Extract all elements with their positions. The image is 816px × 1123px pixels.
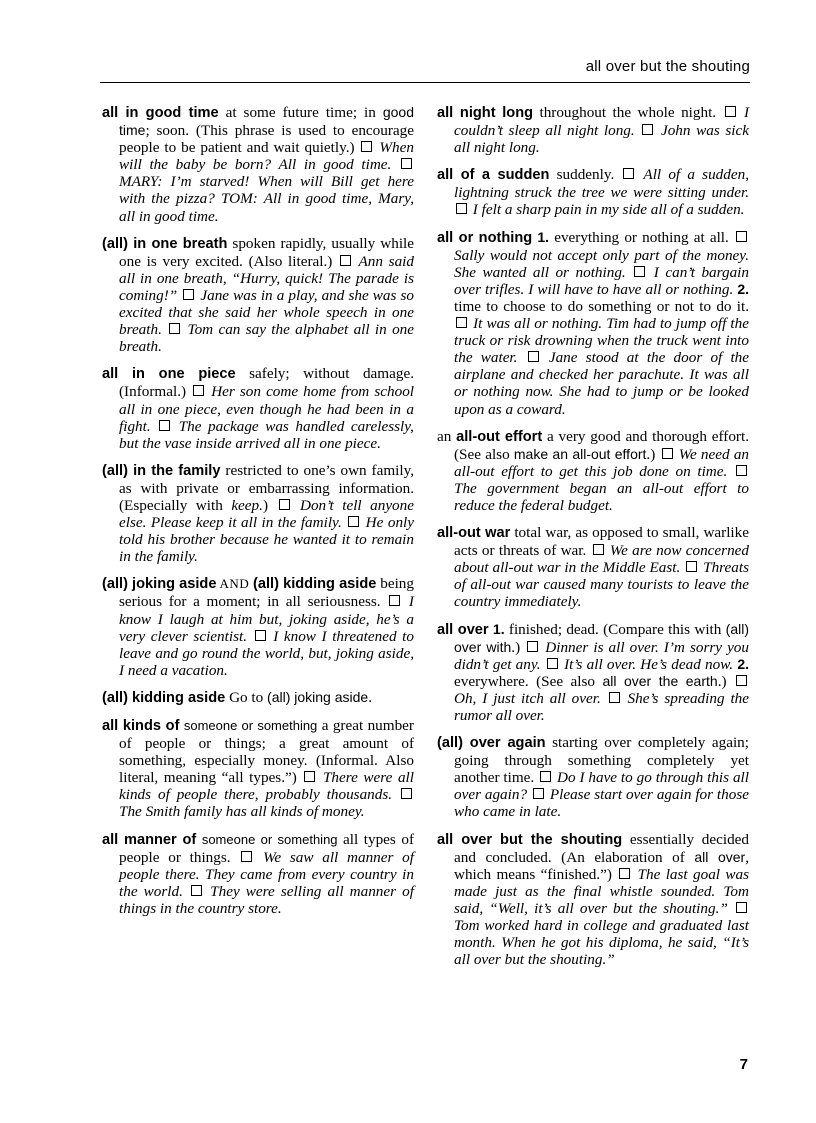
dictionary-entry	[437, 734, 749, 820]
example-box-icon	[241, 851, 252, 862]
example-text: All of a sudden, lightning struck the tree we were sitting under.	[454, 166, 749, 202]
entry-headword: all manner of	[102, 831, 197, 848]
cross-reference: 1.	[537, 228, 550, 245]
example-box-icon	[255, 630, 266, 641]
entry-headword: all of a sudden	[437, 167, 550, 184]
example-text: Her son come home from school all in one piece, even though he had been in a fight.	[119, 383, 415, 435]
example-box-icon	[191, 885, 202, 896]
definition-text: all types of people or things.	[119, 830, 415, 866]
definition-text: everywhere. (See also	[454, 672, 603, 690]
entry-headword: all in good time	[102, 105, 219, 121]
example-box-icon	[348, 516, 359, 527]
definition-text: ; soon. (This phrase is used to encourage people to be patient and wait quietly.)	[119, 122, 414, 157]
definition-text: , which means “finished.”)	[454, 848, 749, 883]
example-box-icon	[527, 641, 538, 652]
example-box-icon	[642, 124, 653, 135]
example-box-icon	[340, 255, 351, 266]
example-box-icon	[183, 289, 194, 300]
definition-text: everything or nothing at all.	[549, 228, 734, 246]
entry-headword: (all) in the family	[102, 462, 221, 479]
example-box-icon	[593, 544, 604, 555]
example-box-icon	[634, 266, 645, 277]
definition-text: )	[262, 496, 277, 514]
example-text: We need an all-out effort to get this job done on time.	[454, 445, 750, 480]
dictionary-entry	[437, 104, 749, 156]
dictionary-entry	[102, 717, 414, 821]
example-box-icon	[279, 499, 290, 510]
entry-headword: all over	[437, 621, 489, 638]
example-box-icon	[623, 168, 634, 179]
cross-reference: 2.	[737, 655, 749, 672]
entry-headword: (all) over again	[437, 735, 546, 752]
example-text: The government began an all-out effort to reduce the federal budget.	[454, 479, 749, 514]
example-box-icon	[736, 902, 747, 913]
definition-text: restricted to one’s own family, as with private or embarrassing information. (Especially with	[119, 461, 414, 514]
definition-text: a very good and thorough effort. (See also	[454, 427, 750, 463]
entry-headword: (all) joking aside	[102, 576, 217, 593]
example-text: The package was handled carelessly, but the vase inside arrived all in one piece.	[119, 417, 414, 452]
example-box-icon	[736, 231, 747, 242]
cross-reference: 1.	[492, 620, 505, 637]
example-box-icon	[169, 323, 180, 334]
example-box-icon	[193, 385, 204, 396]
dictionary-entry	[437, 428, 749, 514]
definition-text: .	[368, 688, 372, 706]
example-text: MARY: I’m starved! When will Bill get here with the pizza? TOM: All in good time, Mary, all in good time.	[119, 173, 414, 225]
entry-headword: all over but the shouting	[437, 831, 623, 848]
example-text: He only told his brother because he wanted it to remain in the family.	[119, 514, 415, 566]
cross-reference: 2.	[737, 280, 749, 297]
example-box-icon	[725, 106, 736, 117]
example-text: Tom can say the alphabet all in one breath.	[119, 321, 414, 356]
example-text: keep.	[231, 496, 263, 514]
example-box-icon	[736, 675, 747, 686]
definition-text: throughout the whole night.	[533, 104, 723, 121]
example-box-icon	[361, 141, 372, 152]
entry-headword: all-out effort	[456, 428, 543, 445]
example-text: We saw all manner of people there. They came from every country in the world.	[119, 848, 415, 900]
example-text: I know I laugh at him but, joking aside, he’s a very clever scientist.	[119, 593, 414, 645]
example-box-icon	[736, 465, 747, 476]
dictionary-entry	[102, 462, 414, 566]
example-text: I couldn’t sleep all night long.	[454, 104, 749, 140]
running-head: all over but the shouting	[585, 58, 750, 75]
example-text: I felt a sharp pain in my side all of a sudden.	[469, 201, 745, 219]
dictionary-entry	[102, 104, 414, 225]
definition-text: safely; without damage. (Informal.)	[119, 365, 414, 401]
definition-text: being serious for a moment; in all seriousness.	[119, 575, 414, 611]
example-box-icon	[456, 317, 467, 328]
example-box-icon	[456, 203, 467, 214]
definition-text: at some future time; in	[218, 104, 383, 121]
entry-headword: all or nothing	[437, 229, 533, 246]
entry-headword: all-out war	[437, 525, 511, 542]
example-text: She’s spreading the rumor all over.	[454, 689, 750, 724]
entry-headword: (all) in one breath	[102, 235, 228, 252]
entry-headword: all kinds of	[102, 718, 180, 734]
definition-text: .)	[511, 638, 526, 656]
cross-reference: someone or something	[201, 831, 338, 847]
example-text: They were selling all manner of things in the country store.	[119, 882, 414, 917]
page-header	[100, 56, 750, 83]
right-column	[437, 104, 749, 978]
example-text: Ann said all in one breath, “Hurry, quick! The parade is coming!”	[119, 252, 414, 304]
definition-text: Go to	[225, 688, 268, 706]
example-text: The Smith family has all kinds of money.	[119, 803, 365, 821]
example-text: Don’t tell anyone else. Please keep it all in the family.	[119, 496, 414, 532]
cross-reference: (all) over with	[454, 620, 749, 655]
example-text: Please start over again for those who came in late.	[454, 786, 749, 821]
dictionary-entry	[102, 689, 414, 707]
example-box-icon	[528, 351, 539, 362]
dictionary-entry	[437, 166, 749, 218]
definition-text: time to choose to do something or not to do it.	[454, 297, 749, 315]
example-box-icon	[304, 771, 315, 782]
example-text: The last goal was made just as the final whistle sounded. Tom said, “Well, it’s all over but the shouting.”	[454, 865, 749, 917]
example-box-icon	[619, 868, 630, 879]
dictionary-entry	[437, 831, 749, 969]
dictionary-entry	[102, 365, 414, 451]
example-box-icon	[547, 658, 558, 669]
example-box-icon	[609, 692, 620, 703]
example-box-icon	[159, 420, 170, 431]
left-column	[102, 104, 414, 927]
example-box-icon	[533, 788, 544, 799]
cross-reference: AND	[216, 576, 254, 592]
dictionary-entry	[102, 235, 414, 356]
example-text: Do I have to go through this all over again?	[454, 769, 749, 804]
example-box-icon	[401, 788, 412, 799]
cross-reference: (all) joking aside	[267, 688, 369, 705]
cross-reference: all over	[694, 848, 746, 865]
example-text: I can’t bargain over trifles. I will have to have all or nothing.	[454, 263, 749, 298]
example-box-icon	[401, 158, 412, 169]
example-text: I know I threatened to leave and go round the world, but, joking aside, I need a vacation.	[119, 627, 414, 679]
example-text: Jane stood at the door of the airplane and checked her parachute. It was all or nothing now. She had to jump or be looked upon as a coward.	[454, 349, 750, 418]
entry-headword: (all) kidding aside	[102, 689, 226, 706]
example-box-icon	[389, 595, 400, 606]
definition-text: .)	[717, 672, 734, 690]
dictionary-entry	[102, 831, 414, 917]
example-box-icon	[686, 561, 697, 572]
definition-text: spoken rapidly, usually while one is very excited. (Also literal.)	[119, 234, 415, 270]
example-box-icon	[662, 448, 673, 459]
example-text: Tom worked hard in college and graduated last month. When he got his diploma, he said, “It’s all over but the shouting.”	[454, 917, 749, 969]
cross-reference: all over the earth	[602, 672, 718, 689]
example-text: There were all kinds of people there, probably thousands.	[119, 769, 414, 804]
example-text: Dinner is all over. I’m sorry you didn’t get any.	[454, 638, 749, 673]
example-text: Oh, I just itch all over.	[454, 689, 607, 707]
example-text: It’s all over. He’s dead now.	[559, 655, 738, 673]
cross-reference: good time	[119, 104, 415, 139]
dictionary-entry	[437, 229, 749, 418]
definition-text: essentially decided and concluded. (An elaboration of	[454, 830, 749, 866]
dictionary-entry	[437, 621, 749, 725]
definition-text: finished; dead. (Compare this with	[504, 620, 726, 638]
definition-text: .)	[646, 445, 660, 463]
entry-headword: all in one piece	[102, 366, 236, 383]
example-box-icon	[540, 771, 551, 782]
entry-prefix: an	[437, 427, 457, 445]
entry-headword: all night long	[437, 105, 534, 121]
dictionary-entry	[102, 575, 414, 679]
cross-reference: make an all-out effort	[513, 445, 647, 462]
example-text: John was sick all night long.	[454, 122, 749, 157]
example-text: When will the baby be born? All in good time.	[119, 139, 414, 174]
definition-text: suddenly.	[549, 166, 622, 184]
example-text: We are now concerned about all-out war in the Middle East.	[454, 542, 750, 577]
dictionary-entry	[437, 524, 749, 610]
entry-headword: (all) kidding aside	[253, 576, 377, 593]
definition-text: a great number of people or things; a great amount of something, especially money. (Informal. Also literal, meaning “all types.”)	[119, 717, 414, 787]
example-text: Threats of all-out war caused many tourists to leave the country immediately.	[454, 559, 749, 611]
example-text: It was all or nothing. Tim had to jump off the truck or risk drowning when the truck went into the water.	[454, 315, 749, 367]
definition-text: total war, as opposed to small, warlike acts or threats of war.	[454, 524, 749, 560]
cross-reference: someone or something	[183, 718, 318, 733]
example-text: Sally would not accept only part of the money. She wanted all or nothing.	[454, 246, 749, 281]
definition-text: starting over completely again; going through something completely yet another time.	[454, 734, 749, 787]
example-text: Jane was in a play, and she was so excited that she said her whole speech in one breath.	[119, 286, 414, 339]
page-number: 7	[739, 1056, 748, 1073]
